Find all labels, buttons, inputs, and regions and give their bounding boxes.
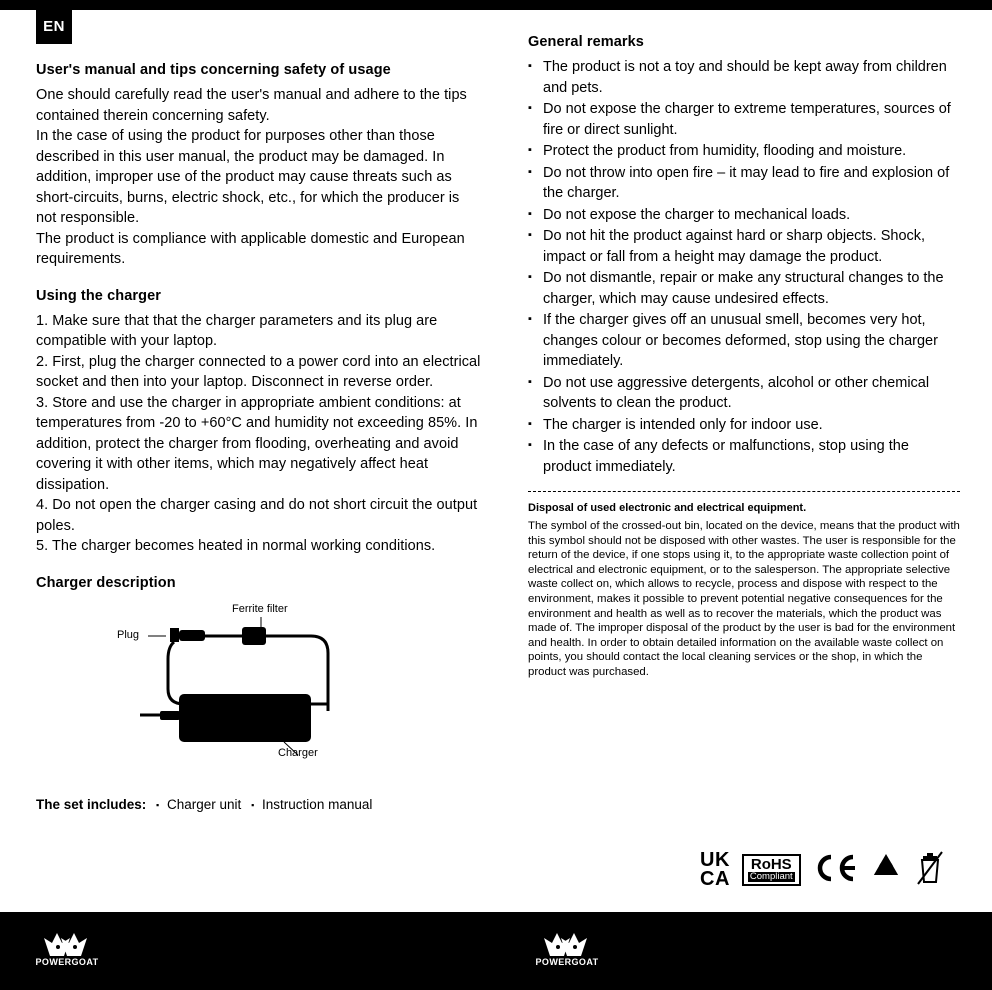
set-includes-item-2: Instruction manual <box>262 796 373 812</box>
left-column <box>36 62 481 812</box>
step-3: 3. Store and use the charger in appropriate ambient conditions: at temperatures from -20 to +60°C and humidity not exceeding 85%. In addition, protect the charger from flooding, overheating and avoid covering it with other items, which may negatively affect heat dissipation. <box>36 394 478 493</box>
remark-item: ▪ Do not expose the charger to mechanical loads. <box>528 205 960 226</box>
remark-item: ▪ If the charger gives off an unusual smell, becomes very hot, changes colour or becomes deformed, stop using the charger immediately. <box>528 310 960 372</box>
rohs-line-1: RoHS <box>750 855 792 873</box>
manual-paragraph-2: In the case of using the product for purposes other than those described in this user manual, the product may be damaged. In addition, improper use of the product may cause threats such as short-circuits, burns, electric shock, etc., for which the producer is not responsible. <box>36 128 460 226</box>
ukca-line-2: CA <box>700 868 730 890</box>
manual-heading: User's manual and tips concerning safety of usage <box>36 62 391 78</box>
step-4: 4. Do not open the charger casing and do not short circuit the output poles. <box>36 497 478 534</box>
rohs-mark <box>742 854 801 887</box>
charger-diagram-svg <box>36 599 481 789</box>
set-includes <box>36 797 481 812</box>
remark-item: ▪ Do not expose the charger to extreme temperatures, sources of fire or direct sunlight. <box>528 99 960 140</box>
remark-item: ▪ Protect the product from humidity, flooding and moisture. <box>528 141 960 162</box>
disposal-section <box>528 502 960 680</box>
disposal-text: The symbol of the crossed-out bin, located on the device, means that the product with this symbol should not be disposed with other wastes. The user is responsible for the return of the device, if one stops using it, to the appropriate waste collection point of electrical and electronic equipment, or to the salesperson. The appropriate selective waste collect on, which allows to recycle, process and dispose with respect to the environment, makes it possible to prevent potential negative consequences for the environment and health as well as to recover the materials, which the product was made of. The improper disposal of the product by the user is bad for the environment and health. In order to obtain detailed information on the available waste collect on points, you should contact the local cleaning services or the shop, in which the product was purchased. <box>528 520 960 678</box>
charger-diagram <box>36 599 481 789</box>
remark-item: ▪ Do not throw into open fire – it may lead to fire and explosion of the charger. <box>528 163 960 204</box>
ukca-line-1: UK <box>700 849 730 871</box>
certification-marks <box>700 845 950 895</box>
remark-item: ▪ The product is not a toy and should be kept away from children and pets. <box>528 57 960 98</box>
diagram-label-ferrite: Ferrite filter <box>232 602 288 615</box>
brand-name-left: POWERGOAT <box>35 957 99 967</box>
remark-item: ▪ Do not use aggressive detergents, alcohol or other chemical solvents to clean the product. <box>528 373 960 414</box>
disposal-heading: Disposal of used electronic and electrical equipment. <box>528 502 807 514</box>
diagram-label-plug: Plug <box>117 628 140 641</box>
bullet-square-icon-2: ▪ <box>251 799 255 810</box>
remark-item: ▪ Do not dismantle, repair or make any structural changes to the charger, which may cause undesired effects. <box>528 268 960 309</box>
bottom-black-band <box>0 912 992 990</box>
step-5: 5. The charger becomes heated in normal working conditions. <box>36 538 436 554</box>
remark-item: ▪ In the case of any defects or malfunctions, stop using the product immediately. <box>528 436 960 477</box>
step-1: 1. Make sure that that the charger parameters and its plug are compatible with your laptop. <box>36 312 438 349</box>
rohs-line-2: Compliant <box>749 871 793 883</box>
step-2: 2. First, plug the charger connected to a power cord into an electrical socket and then into your laptop. Disconnect in reverse order. <box>36 353 481 390</box>
charger-description-heading: Charger description <box>36 574 176 591</box>
general-remarks-heading: General remarks <box>528 34 644 50</box>
crossed-out-bin-icon <box>915 851 945 890</box>
recycle-icon <box>869 852 903 889</box>
diagram-label-charger: Charger <box>278 746 318 759</box>
manual-paragraph-1: One should carefully read the user's manual and adhere to the tips contained therein concerning safety. <box>36 87 467 124</box>
using-charger-steps <box>36 311 481 557</box>
top-black-strip <box>0 0 992 10</box>
manual-paragraph-3: The product is compliance with applicable domestic and European requirements. <box>36 230 465 267</box>
general-remarks-list <box>528 57 960 477</box>
bullet-square-icon: ▪ <box>156 799 160 810</box>
set-includes-label: The set includes: <box>36 796 147 812</box>
section-divider <box>528 491 960 492</box>
set-includes-item-1: Charger unit <box>167 796 242 812</box>
ce-mark <box>813 853 857 888</box>
remark-item: ▪ Do not hit the product against hard or sharp objects. Shock, impact or fall from a height may damage the product. <box>528 226 960 267</box>
language-badge: EN <box>36 8 72 44</box>
brand-logo-left <box>30 930 104 974</box>
brand-logo-right <box>530 930 604 974</box>
remark-item: ▪ The charger is intended only for indoor use. <box>528 415 960 436</box>
right-column <box>528 34 960 680</box>
brand-name-right: POWERGOAT <box>535 957 599 967</box>
ukca-mark <box>700 851 730 889</box>
using-charger-heading: Using the charger <box>36 287 161 304</box>
